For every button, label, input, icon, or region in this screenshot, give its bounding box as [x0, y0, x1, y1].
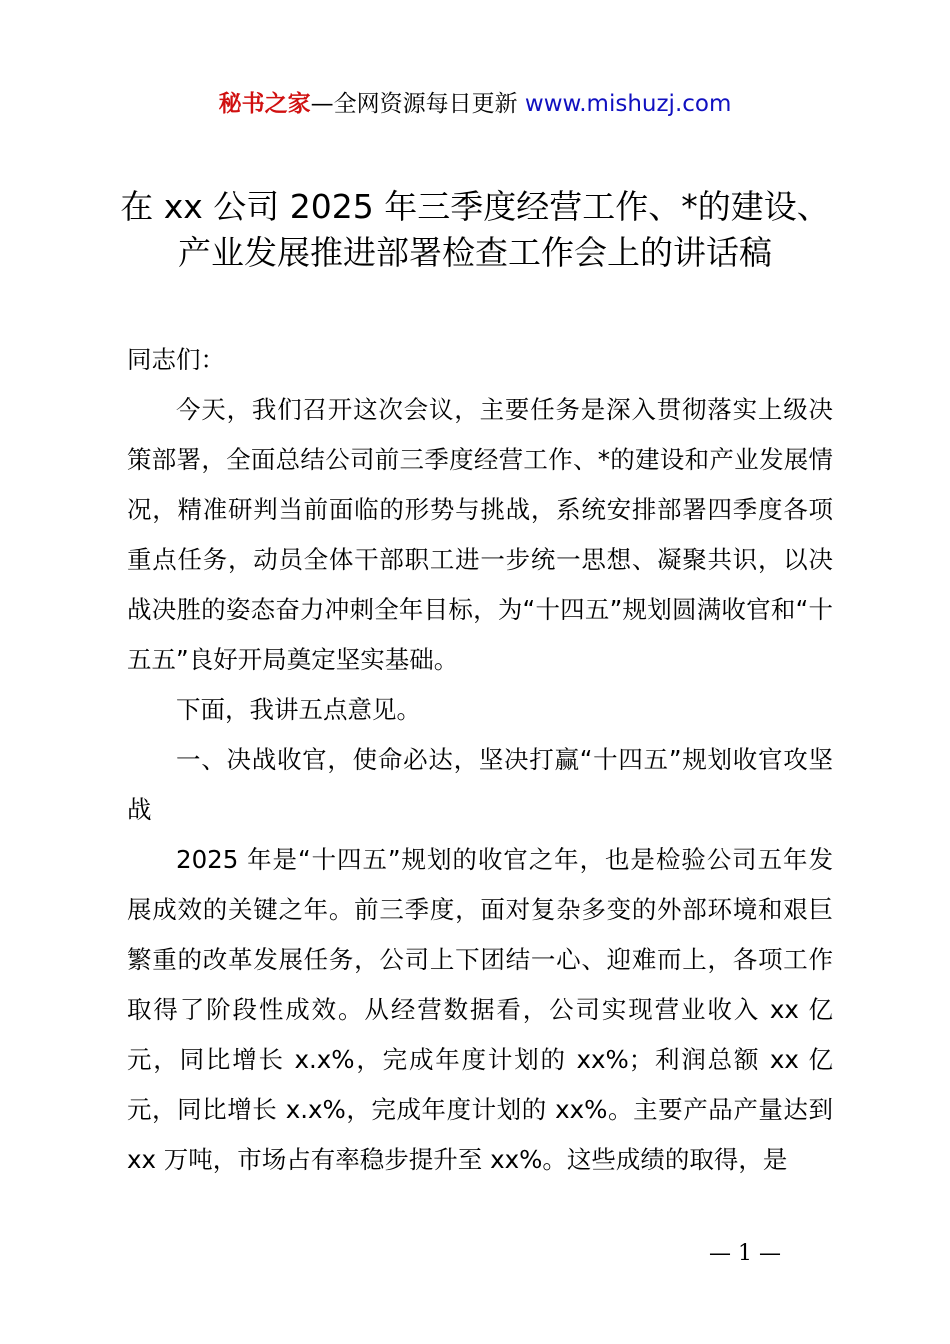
- site-url-link[interactable]: www.mishuzj.com: [524, 91, 732, 117]
- title-line-1: 在 xx 公司 2025 年三季度经营工作、*的建设、: [120, 187, 830, 226]
- paragraph-outline: 下面，我讲五点意见。: [176, 695, 421, 724]
- salutation: 同志们：: [127, 345, 225, 374]
- section-heading-1: 一、决战收官，使命必达，坚决打赢“十四五”规划收官攻坚战: [127, 745, 833, 824]
- document-title: [90, 184, 860, 276]
- page-number: — 1 —: [709, 1241, 781, 1266]
- document-body: [127, 335, 833, 1185]
- paragraph-intro: 今天，我们召开这次会议，主要任务是深入贯彻落实上级决策部署，全面总结公司前三季度经营工作、*的建设和产业发展情况，精准研判当前面临的形势与挑战，系统安排部署四季度各项重点任务，动员全体干部职工进一步统一思想、凝聚共识，以决战决胜的姿态奋力冲刺全年目标，为“十四五”规划圆满收官和“十五五”良好开局奠定坚实基础。: [127, 395, 833, 674]
- site-slogan: —全网资源每日更新: [310, 91, 525, 117]
- site-header: [0, 88, 950, 120]
- paragraph-section-1: 2025 年是“十四五”规划的收官之年，也是检验公司五年发展成效的关键之年。前三季度，面对复杂多变的外部环境和艰巨繁重的改革发展任务，公司上下团结一心、迎难而上，各项工作取得了阶段性成效。从经营数据看，公司实现营业收入 xx 亿元，同比增长 x.x%，完成年度计划的 xx%；利润总额 xx 亿元，同比增长 x.x%，完成年度计划的 xx%。主要产品产量达到 xx 万吨，市场占有率稳步提升至 xx%。这些成绩的取得，是: [127, 845, 833, 1174]
- site-brand: 秘书之家: [218, 91, 311, 117]
- title-line-2: 产业发展推进部署检查工作会上的讲话稿: [178, 233, 772, 272]
